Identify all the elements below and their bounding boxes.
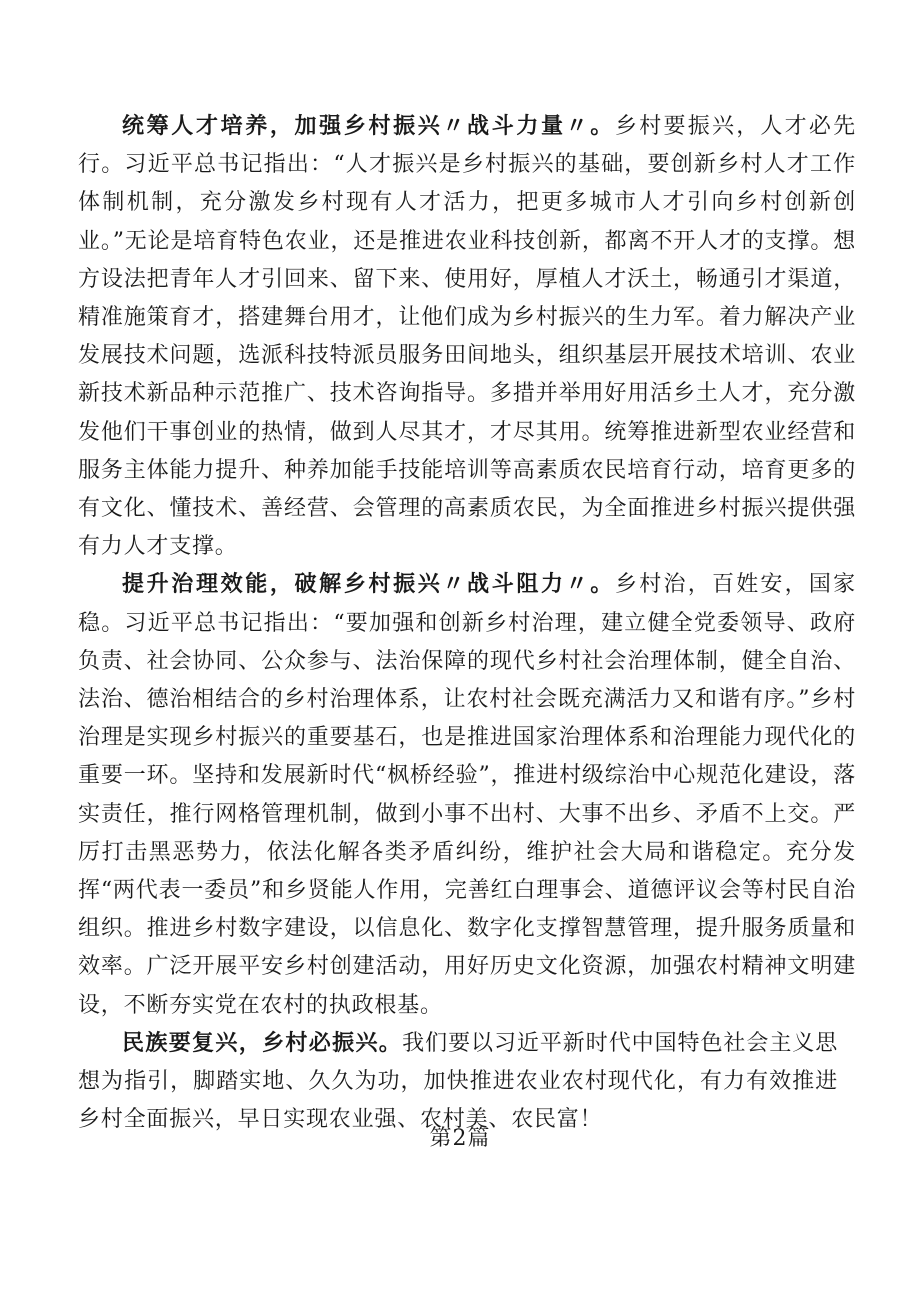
document-body [78,108,856,1139]
section-title: 第2篇 [429,1126,491,1151]
paragraph-lead: 统筹人才培养，加强乡村振兴〃战斗力量〃。 [122,114,615,139]
paragraph-lead: 民族要复兴，乡村必振兴。 [122,1030,403,1056]
paragraph-text: 乡村要振兴，人才必先行。习近平总书记指出：“人才振兴是乡村振兴的基础，要创新乡村人才工作体制机制，充分激发乡村现有人才活力，把更多城市人才引向乡村创新创业。”无论是培育特色农业，还是推进农业科技创新，都离不开人才的支撑。想方设法把青年人才引回来、留下来、使用好，厚植人才沃土，畅通引才渠道，精准施策育才，搭建舞台用才，让他们成为乡村振兴的生力军。着力解决产业发展技术问题，选派科技特派员服务田间地头，组织基层开展技术培训、农业新技术新品种示范推广、技术咨询指导。多措并举用好用活乡土人才，充分激发他们干事创业的热情，做到人尽其才，才尽其用。统筹推进新型农业经营和服务主体能力提升、种养加能手技能培训等高素质农民培育行动，培育更多的有文化、懂技术、善经营、会管理的高素质农民，为全面推进乡村振兴提供强有力人才支撑。 [78,114,856,560]
paragraph-text: 乡村治，百姓安，国家稳。习近平总书记指出：“要加强和创新乡村治理，建立健全党委领导、政府负责、社会协同、公众参与、法治保障的现代乡村社会治理体制，健全自治、法治、德治相结合的乡村治理体系，让农村社会既充满活力又和谐有序。”乡村治理是实现乡村振兴的重要基石，也是推进国家治理体系和治理能力现代化的重要一环。坚持和发展新时代“枫桥经验”，推进村级综治中心规范化建设，落实责任，推行网格管理机制，做到小事不出村、大事不出乡、矛盾不上交。严厉打击黑恶势力，依法化解各类矛盾纠纷，维护社会大局和谐稳定。充分发挥“两代表一委员”和乡贤能人作用，完善红白理事会、道德评议会等村民自治组织。推进乡村数字建设，以信息化、数字化支撑智慧管理，提升服务质量和效率。广泛开展平安乡村创建活动，用好历史文化资源，加强农村精神文明建设，不断夯实党在农村的执政根基。 [78,572,856,1018]
paragraph-governance [78,566,856,1024]
paragraph-text: 我们要以习近平新时代中国特色社会主义思想为指引，脚踏实地、久久为功，加快推进农业农村现代化，有力有效推进乡村全面振兴，早日实现农业强、农村美、农民富！ [78,1030,839,1133]
paragraph-talent [78,108,856,566]
paragraph-conclusion [78,1025,838,1140]
paragraph-lead: 提升治理效能，破解乡村振兴〃战斗阻力〃。 [122,572,615,598]
